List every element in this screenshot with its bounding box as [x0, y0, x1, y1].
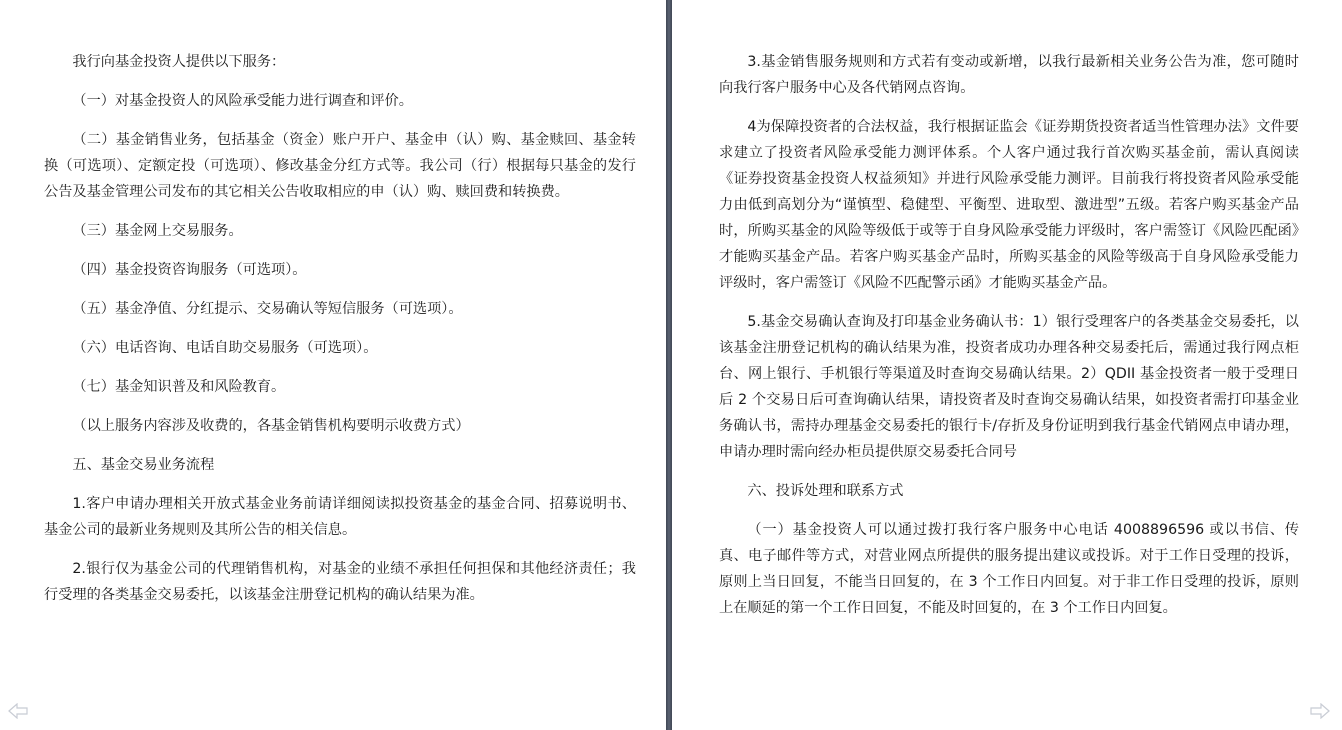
paragraph: （二）基金销售业务，包括基金（资金）账户开户、基金申（认）购、基金赎回、基金转换（可选项）、定额定投（可选项）、修改基金分红方式等。我公司（行）根据每只基金的发行公告及基金管理公司发布的其它相关公告收取相应的申（认）购、赎回费和转换费。	[44, 132, 636, 200]
paragraph: （一）对基金投资人的风险承受能力进行调查和评价。	[72, 93, 413, 109]
section-heading: 五、基金交易业务流程	[72, 457, 215, 473]
paragraph: （以上服务内容涉及收费的，各基金销售机构要明示收费方式）	[72, 418, 470, 434]
paragraph: 2.银行仅为基金公司的代理销售机构，对基金的业绩不承担任何担保和其他经济责任；我行受理的各类基金交易委托，以该基金注册登记机构的确认结果为准。	[44, 561, 636, 603]
left-page-text	[44, 49, 636, 621]
paragraph: （五）基金净值、分红提示、交易确认等短信服务（可选项）。	[72, 301, 463, 317]
paragraph: 4为保障投资者的合法权益，我行根据证监会《证券期货投资者适当性管理办法》文件要求建立了投资者风险承受能力测评体系。个人客户通过我行首次购买基金前，需认真阅读《证券投资基金投资人权益须知》并进行风险承受能力测评。目前我行将投资者风险承受能力由低到高划分为“谨慎型、稳健型、平衡型、进取型、激进型”五级。若客户购买基金产品时，所购买基金的风险等级低于或等于自身风险承受能力评级时，客户需签订《风险匹配函》才能购买基金产品。若客户购买基金产品时，所购买基金的风险等级高于自身风险承受能力评级时，客户需签订《风险不匹配警示函》才能购买基金产品。	[719, 119, 1299, 291]
paragraph: （三）基金网上交易服务。	[72, 223, 243, 239]
paragraph: （四）基金投资咨询服务（可选项）。	[72, 262, 307, 278]
paragraph: （一）基金投资人可以通过拨打我行客户服务中心电话 4008896596 或以书信、传真、电子邮件等方式，对营业网点所提供的服务提出建议或投诉。对于工作日受理的投诉，原则上当日回复，不能当日回复的，在 3 个工作日内回复。对于非工作日受理的投诉，原则上在顺延的第一个工作日回复，不能及时回复的，在 3 个工作日内回复。	[719, 522, 1299, 616]
right-page-text	[719, 49, 1299, 634]
next-page-button[interactable]	[1310, 703, 1330, 719]
paragraph: （七）基金知识普及和风险教育。	[72, 379, 286, 395]
paragraph: （六）电话咨询、电话自助交易服务（可选项）。	[72, 340, 378, 356]
arrow-left-icon	[8, 703, 28, 719]
paragraph: 3.基金销售服务规则和方式若有变动或新增，以我行最新相关业务公告为准，您可随时向我行客户服务中心及各代销网点咨询。	[719, 54, 1299, 96]
arrow-right-icon	[1310, 703, 1330, 719]
section-heading: 六、投诉处理和联系方式	[747, 483, 904, 499]
paragraph: 我行向基金投资人提供以下服务：	[72, 54, 286, 70]
paragraph: 1.客户申请办理相关开放式基金业务前请详细阅读拟投资基金的基金合同、招募说明书、基金公司的最新业务规则及其所公告的相关信息。	[44, 496, 636, 538]
paragraph: 5.基金交易确认查询及打印基金业务确认书：1）银行受理客户的各类基金交易委托，以该基金注册登记机构的确认结果为准，投资者成功办理各种交易委托后，需通过我行网点柜台、网上银行、手机银行等渠道及时查询交易确认结果。2）QDII 基金投资者一般于受理日后 2 个交易日后可查询确认结果，请投资者及时查询交易确认结果，如投资者需打印基金业务确认书，需持办理基金交易委托的银行卡/存折及身份证明到我行基金代销网点申请办理，申请办理时需向经办柜员提供原交易委托合同号	[719, 314, 1299, 460]
previous-page-button[interactable]	[8, 703, 28, 719]
